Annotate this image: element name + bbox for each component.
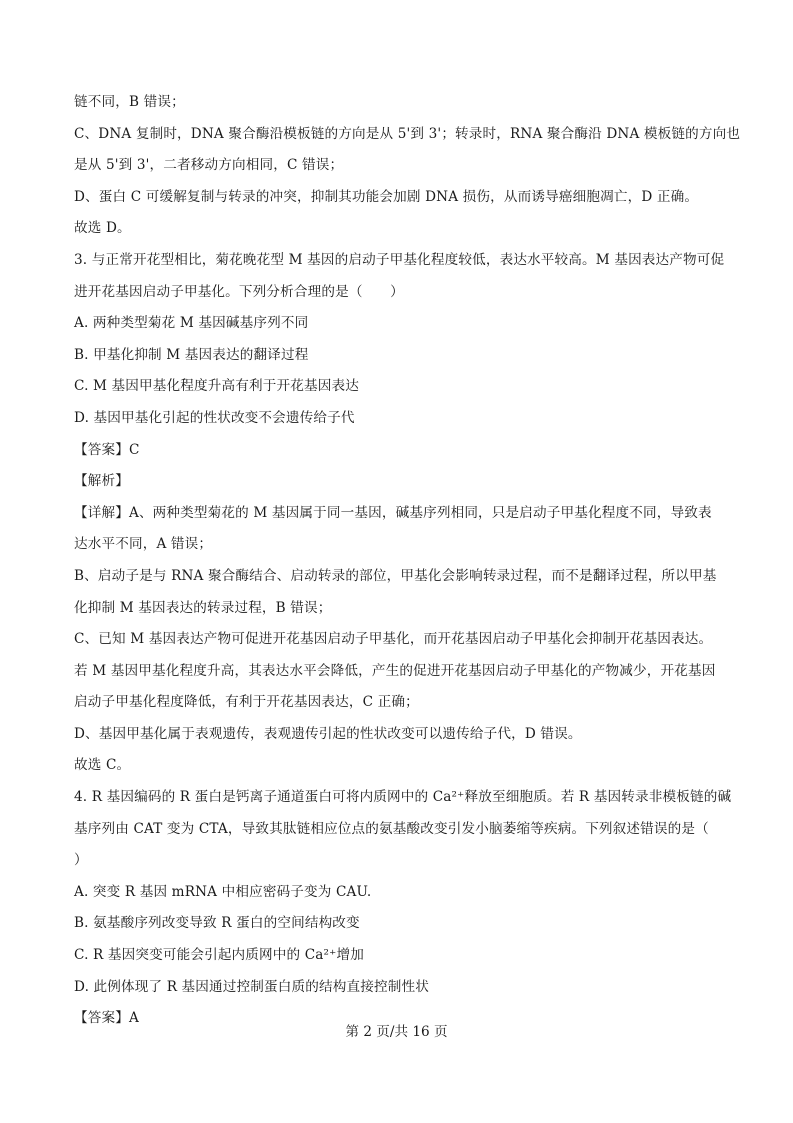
question-3-option-b: B. 甲基化抑制 M 基因表达的翻译过程 — [74, 346, 309, 363]
question-4-option-c: C. R 基因突变可能会引起内质网中的 Ca²⁺增加 — [74, 947, 364, 964]
question-3-option-a: A. 两种类型菊花 M 基因碱基序列不同 — [74, 315, 309, 332]
question-3-analysis-heading: 【解析】 — [74, 473, 129, 490]
text-line: D、基因甲基化属于表观遗传，表观遗传引起的性状改变可以遗传给子代，D 错误。 — [74, 725, 582, 742]
text-line: 链不同，B 错误； — [74, 94, 185, 110]
question-3-option-c: C. M 基因甲基化程度升高有利于开花基因表达 — [74, 378, 359, 395]
text-line: 达水平不同，A 错误； — [74, 536, 213, 553]
question-4-stem: 基序列由 CAT 变为 CTA，导致其肽链相应位点的氨基酸改变引发小脑萎缩等疾病。下列叙述错误的是（ — [74, 820, 709, 837]
text-line: B、启动子是与 RNA 聚合酶结合、启动转录的部位，甲基化会影响转录过程，而不是翻译过程，所以甲基 — [74, 567, 717, 584]
question-3-option-d: D. 基因甲基化引起的性状改变不会遗传给子代 — [74, 409, 355, 426]
text-line: 故选 D。 — [74, 220, 131, 237]
text-line: C、DNA 复制时，DNA 聚合酶沿模板链的方向是从 5'到 3'；转录时，RNA 聚合酶沿 DNA 模板链的方向也 — [74, 125, 741, 142]
question-4-option-b: B. 氨基酸序列改变导致 R 蛋白的空间结构改变 — [74, 915, 360, 932]
document-body — [74, 93, 741, 1041]
text-line: 启动子甲基化程度降低，有利于开花基因表达，C 正确； — [74, 694, 419, 711]
text-line: C、已知 M 基因表达产物可促进开花基因启动子甲基化，而开花基因启动子甲基化会抑制开花基因表达。 — [74, 631, 713, 648]
question-4-option-d: D. 此例体现了 R 基因通过控制蛋白质的结构直接控制性状 — [74, 978, 429, 995]
text-line: 故选 C。 — [74, 757, 131, 774]
text-line: 【详解】A、两种类型菊花的 M 基因属于同一基因，碱基序列相同，只是启动子甲基化程度不同，导致表 — [74, 504, 712, 521]
question-3-answer: 【答案】C — [74, 441, 140, 458]
question-4-stem: 4. R 基因编码的 R 蛋白是钙离子通道蛋白可将内质网中的 Ca²⁺释放至细胞质。若 R 基因转录非模板链的碱 — [74, 789, 732, 806]
text-line: 是从 5'到 3'，二者移动方向相同，C 错误； — [74, 157, 344, 174]
question-4-answer: 【答案】A — [74, 1010, 139, 1027]
question-3-stem: 进开花基因启动子甲基化。下列分析合理的是（ ） — [74, 283, 404, 300]
text-line: 化抑制 M 基因表达的转录过程，B 错误； — [74, 599, 332, 616]
question-4-option-a: A. 突变 R 基因 mRNA 中相应密码子变为 CAU. — [74, 883, 372, 900]
question-4-stem: ） — [74, 852, 88, 869]
page-footer: 第 2 页/共 16 页 — [345, 1024, 448, 1040]
text-line: 若 M 基因甲基化程度升高，其表达水平会降低，产生的促进开花基因启动子甲基化的产物减少，开花基因 — [74, 662, 716, 679]
question-3-stem: 3. 与正常开花型相比，菊花晚花型 M 基因的启动子甲基化程度较低，表达水平较高。M 基因表达产物可促 — [74, 251, 725, 268]
text-line: D、蛋白 C 可缓解复制与转录的冲突，抑制其功能会加剧 DNA 损伤，从而诱导癌细胞凋亡，D 正确。 — [74, 188, 699, 205]
